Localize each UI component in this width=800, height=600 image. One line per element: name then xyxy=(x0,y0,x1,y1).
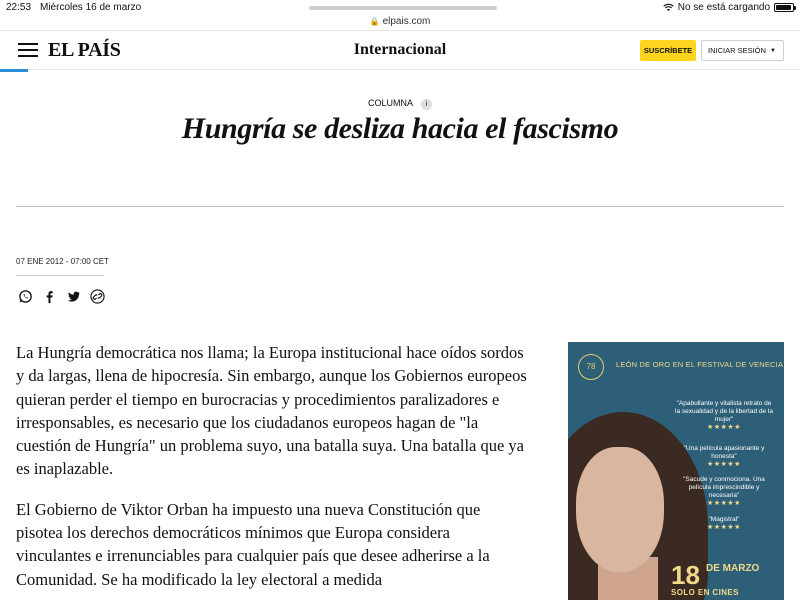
battery-icon xyxy=(774,3,794,12)
facebook-icon[interactable] xyxy=(40,287,58,305)
ad-quote xyxy=(674,476,774,508)
status-bar xyxy=(0,0,800,16)
paragraph: El Gobierno de Viktor Orban ha impuesto una nueva Constitución que pisotea los derechos democráticos mínimos que Europa considera vinculantes e irrenunciables para cualquier país que desee adherirse a la Comunidad. Se ha modificado la ley electoral a medida xyxy=(16,499,490,589)
ad-quote-text: "Magistral" xyxy=(708,516,740,523)
rating-stars: ★★★★★ xyxy=(707,500,741,507)
ad-photo-face xyxy=(576,447,664,572)
kicker-row xyxy=(0,98,800,110)
login-button[interactable] xyxy=(701,40,784,61)
ad-quote-text: "Sacude y conmociona. Una película imprescindible y necesaria" xyxy=(683,476,765,499)
rating-stars: ★★★★★ xyxy=(707,461,741,468)
rating-stars: ★★★★★ xyxy=(707,424,741,431)
ad-quote xyxy=(674,445,774,469)
share-bar xyxy=(16,287,106,305)
read-progress-fill xyxy=(0,69,28,72)
rating-stars: ★★★★★ xyxy=(707,524,741,531)
site-header xyxy=(0,30,800,70)
subscribe-button[interactable]: SUSCRÍBETE xyxy=(640,40,696,61)
ad-quote xyxy=(674,516,774,532)
twitter-icon[interactable] xyxy=(64,287,82,305)
ad-release-day: 18 xyxy=(671,560,700,590)
status-date: Miércoles 16 de marzo xyxy=(40,2,142,13)
url-bar[interactable] xyxy=(0,16,800,30)
status-time: 22:53 xyxy=(6,2,32,13)
chevron-down-icon: ▼ xyxy=(770,47,776,54)
site-logo[interactable]: EL PAÍS xyxy=(48,39,121,61)
lock-icon: 🔒 xyxy=(369,17,380,26)
date-rule xyxy=(16,275,104,276)
divider xyxy=(16,206,784,207)
article-date[interactable]: 07 ENE 2012 - 07:00 CET xyxy=(16,257,109,266)
ad-quote-text: "Apabullante y vitalista retrato de la sexualidad y de la libertad de la mujer" xyxy=(675,400,773,423)
laurel-icon: 78 xyxy=(578,354,604,380)
info-icon[interactable]: i xyxy=(421,99,432,110)
ad-release-month: DE MARZO xyxy=(706,563,760,574)
read-progress xyxy=(0,69,800,72)
wifi-icon xyxy=(663,3,674,12)
menu-icon[interactable] xyxy=(18,43,38,57)
link-icon[interactable] xyxy=(88,287,106,305)
article-body xyxy=(16,341,528,600)
article-headline: Hungría se desliza hacia el fascismo xyxy=(181,112,619,145)
battery-fill xyxy=(776,5,791,10)
ad-quote-text: "Una película apasionante y honesta" xyxy=(683,445,765,460)
ad-award: LEÓN DE ORO EN EL FESTIVAL DE VENECIA xyxy=(616,360,784,369)
whatsapp-icon[interactable] xyxy=(16,287,34,305)
section-title[interactable]: Internacional xyxy=(353,41,447,58)
paragraph: La Hungría democrática nos llama; la Europa institucional hace oídos sordos y da largas, llena de hipocresía. Sin embargo, aunque los Gobiernos europeos quieran perder el tiempo en burocracias y procedimientos paralizadores e irresponsables, es necesario que los ciudadanos europeos hagan de "la cuestión de Hungría" un problema suyo, una batalla suya. Una batalla que ya es inaplazable. xyxy=(16,343,527,479)
ad-release-note: SOLO EN CINES xyxy=(671,588,739,597)
top-pill xyxy=(309,6,497,10)
url-text[interactable]: elpais.com xyxy=(382,16,431,27)
ad-festival xyxy=(568,348,784,384)
login-label: INICIAR SESIÓN xyxy=(708,46,766,55)
status-right xyxy=(663,2,794,13)
charging-status: No se está cargando xyxy=(677,2,770,13)
ad-quote xyxy=(674,400,774,432)
advertisement[interactable] xyxy=(568,342,784,600)
article-kicker: COLUMNA xyxy=(367,98,413,108)
